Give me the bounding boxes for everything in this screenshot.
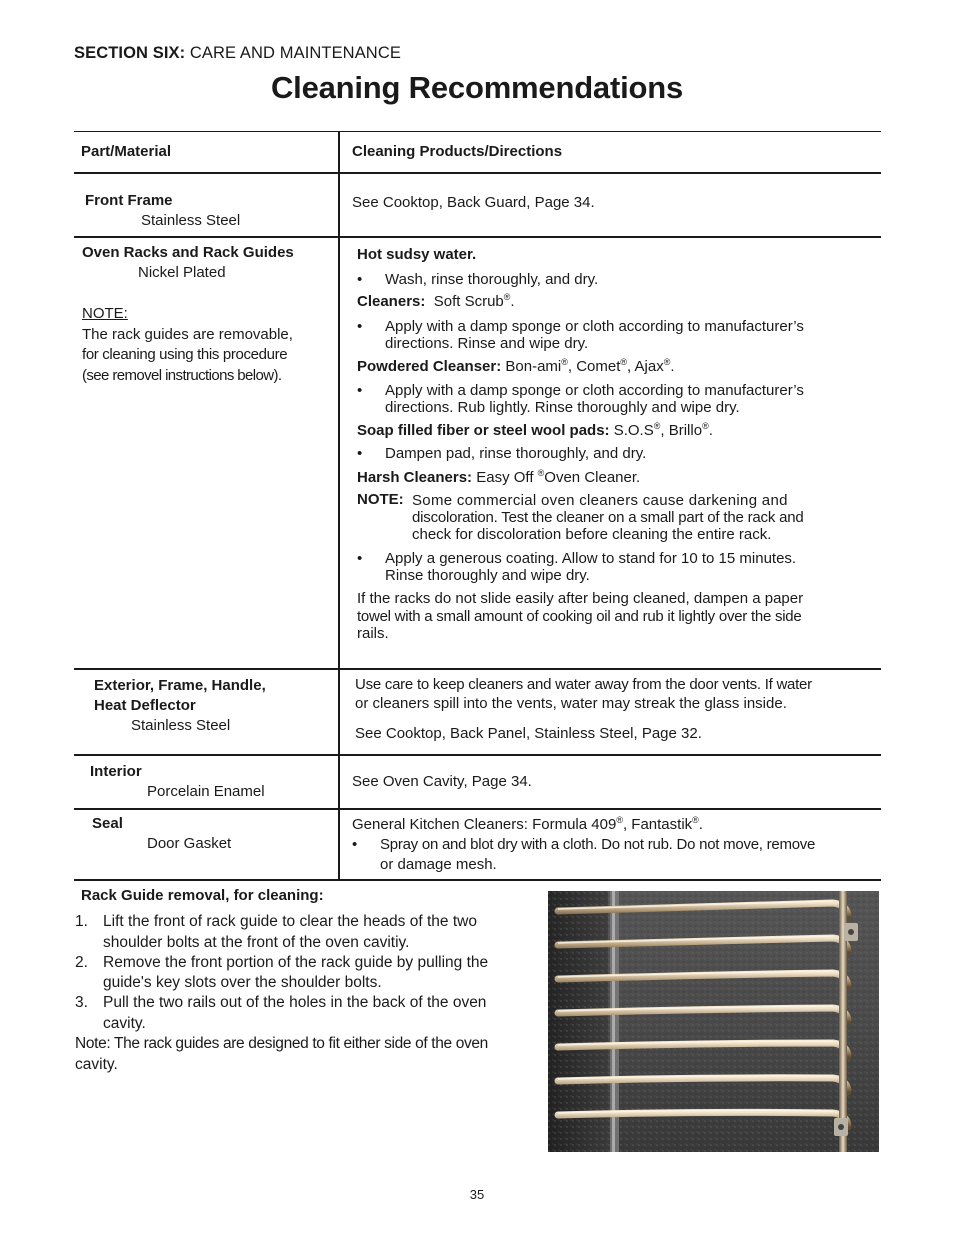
oven-rack-guide-photo (548, 891, 879, 1152)
rack-oil-instructions (357, 590, 877, 643)
step-number: 1. (75, 913, 88, 930)
product-name: General Kitchen Cleaners: Formula 409 (352, 816, 617, 833)
col-header-directions: Cleaning Products/Directions (352, 143, 563, 160)
punctuation: . (698, 816, 703, 833)
harsh-label: Harsh Cleaners: (357, 469, 473, 486)
part-name: Interior (90, 763, 142, 780)
part-material: Door Gasket (147, 835, 232, 852)
registered-mark: ® (616, 815, 623, 825)
bolt-head (838, 1124, 844, 1130)
registered-mark: ® (620, 357, 628, 367)
table-bottom-rule (74, 879, 881, 881)
table-header-rule (74, 172, 881, 174)
note-label: NOTE: (82, 305, 128, 322)
bullet-dot: • (357, 318, 363, 335)
bullet-text: Wash, rinse thoroughly, and dry. (385, 271, 599, 288)
bullet-text: Rinse thoroughly and wipe dry. (385, 567, 590, 584)
registered-mark: ® (653, 421, 661, 431)
step-text: Lift the front of rack guide to clear the heads of the two (103, 913, 477, 930)
bullet-text: Apply with a damp sponge or cloth according to manufacturer’s (385, 318, 804, 335)
directions-text: See Cooktop, Back Guard, Page 34. (352, 194, 595, 211)
note-line: (see removel instructions below). (82, 367, 282, 384)
section-heading (74, 44, 401, 63)
bullet-dot: • (357, 382, 363, 399)
registered-mark: ® (692, 815, 699, 825)
hot-water-heading: Hot sudsy water. (357, 246, 477, 263)
directions-text (352, 815, 703, 835)
bullet-dot: • (357, 550, 363, 567)
soap-line: Soap filled fiber or steel wool pads: S.O.S®, Brillo®. (357, 421, 713, 439)
part-name: Seal (92, 815, 123, 832)
directions-text: Use care to keep cleaners and water away from the door vents. If water (355, 676, 812, 693)
col-header-part: Part/Material (81, 143, 172, 160)
rack-guide-heading: Rack Guide removal, for cleaning: (81, 887, 324, 904)
part-material: Nickel Plated (138, 264, 226, 281)
registered-mark: ® (561, 357, 568, 367)
bullet-text: Apply with a damp sponge or cloth according to manufacturer’s (385, 382, 804, 399)
column-divider (338, 131, 340, 881)
powdered-line: Powdered Cleanser: Bon-ami®, Comet®, Ajax®. (357, 357, 675, 375)
note2-line: Some commercial oven cleaners cause darkening and (412, 492, 788, 509)
note2-label: NOTE: (357, 491, 404, 508)
bullet-text: Spray on and blot dry with a cloth. Do not rub. Do not move, remove (380, 836, 816, 853)
registered-mark: ® (663, 357, 671, 367)
registered-mark: ® (702, 421, 709, 431)
part-material: Porcelain Enamel (147, 783, 265, 800)
bullet-text: Dampen pad, rinse thoroughly, and dry. (385, 445, 647, 462)
part-material: Stainless Steel (131, 717, 231, 734)
bullet-text: Apply a generous coating. Allow to stand for 10 to 15 minutes. (385, 550, 797, 567)
harsh-line (357, 468, 640, 488)
row-divider (74, 236, 881, 238)
bullet-dot: • (352, 836, 358, 853)
part-name: Front Frame (85, 192, 173, 209)
part-name: Oven Racks and Rack Guides (82, 244, 294, 261)
row-divider (74, 668, 881, 670)
rack-guide-note (75, 1034, 545, 1075)
product-name: Easy Off (476, 469, 538, 486)
step-text: Remove the front portion of the rack guide by pulling the (103, 954, 489, 971)
instruction-line: rails. (357, 625, 389, 642)
registered-mark: ® (503, 292, 511, 302)
soap-label: Soap filled fiber or steel wool pads: (357, 422, 610, 439)
bullet-text: directions. Rinse and wipe dry. (385, 335, 589, 352)
bullet-text: directions. Rub lightly. Rinse thoroughly and wipe dry. (385, 399, 740, 416)
cleaners-label: Cleaners: (357, 293, 426, 310)
bolt-head (848, 929, 854, 935)
directions-text: See Cooktop, Back Panel, Stainless Steel, Page 32. (355, 725, 702, 742)
step-text: cavity. (103, 1015, 146, 1032)
note-line: cavity. (75, 1055, 118, 1073)
product-name: , Brillo (660, 422, 703, 439)
note-line: Note: The rack guides are designed to fit either side of the oven (75, 1035, 488, 1052)
step-number: 2. (75, 954, 88, 971)
directions-text: See Oven Cavity, Page 34. (352, 773, 532, 790)
page-number: 35 (469, 1187, 485, 1202)
product-name: Bon-ami (505, 358, 562, 375)
page-title: Cleaning Recommendations (270, 70, 684, 105)
product-name: , Ajax (627, 358, 664, 375)
step-text: Pull the two rails out of the holes in the back of the oven (103, 994, 487, 1011)
row-divider (74, 808, 881, 810)
section-label: SECTION SIX: (74, 44, 186, 62)
registered-mark: ® (537, 468, 545, 478)
cleaners-value: Soft Scrub (433, 293, 504, 310)
step-number: 3. (75, 994, 88, 1011)
part-material: Stainless Steel (141, 212, 241, 229)
part-name: Heat Deflector (94, 697, 196, 714)
section-name: CARE AND MAINTENANCE (189, 44, 401, 62)
powdered-label: Powdered Cleanser: (357, 358, 502, 375)
photo-illustration (548, 891, 879, 1152)
row-divider (74, 754, 881, 756)
directions-text: or cleaners spill into the vents, water may streak the glass inside. (355, 695, 787, 712)
cleaners-line: Cleaners: Soft Scrub®. (357, 292, 515, 310)
note2-line: discoloration. Test the cleaner on a small part of the rack and (412, 509, 804, 526)
step-text: shoulder bolts at the front of the oven cavitiy. (103, 934, 410, 951)
note-line: The rack guides are removable, (82, 326, 293, 343)
instruction-line: If the racks do not slide easily after being cleaned, dampen a paper (357, 590, 804, 607)
step-text: guide's key slots over the shoulder bolts. (103, 974, 382, 991)
note2-line: check for discoloration before cleaning the entire rack. (412, 526, 772, 543)
product-name: S.O.S (613, 422, 654, 439)
instruction-line: towel with a small amount of cooking oil and rub it lightly over the side (357, 607, 802, 625)
bullet-dot: • (357, 271, 363, 288)
note2-text (412, 492, 864, 543)
product-name: Oven Cleaner. (544, 469, 641, 486)
part-name: Exterior, Frame, Handle, (94, 677, 266, 694)
product-name: , Fantastik (622, 816, 693, 833)
product-name: , Comet (567, 358, 621, 375)
table-top-rule (74, 131, 881, 132)
bullet-text: or damage mesh. (380, 856, 497, 873)
bullet-dot: • (357, 445, 363, 462)
note-line: for cleaning using this procedure (82, 346, 288, 363)
